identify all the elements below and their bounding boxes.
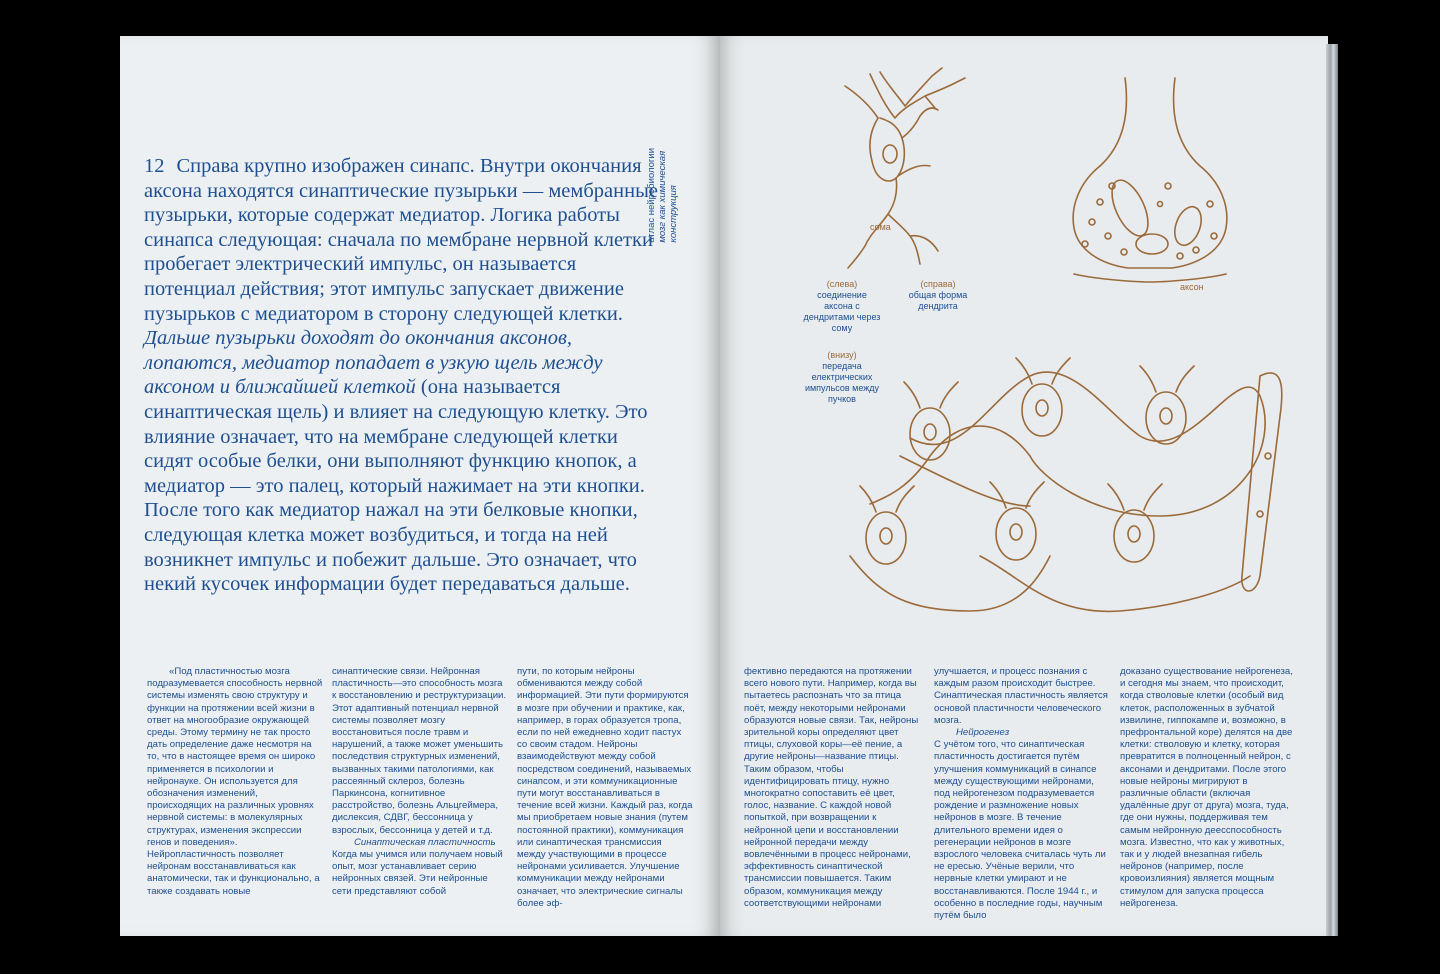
side-note-line1: атлас нейробиологии [646,148,657,243]
label-axon: аксон [1180,282,1204,292]
column-heading: Синаптическая пластичность [354,836,496,848]
column-paragraph: Когда мы учимся или получаем новый опыт, мозг устанавливает серию нейронных связей. Эти нейронные сети представляют собой [332,849,503,897]
caption-right-tag: (справа) [920,279,956,289]
side-note-line3: конструкция [668,185,679,243]
caption-right-text: общая форма дендрита [908,290,968,311]
column-paragraph: «Под пластичностью мозга подразумевается способность нервной системы изменять свою структуру и функции на протяжении всей жизни в ответ на многообразие окружающей среды. Этому термину не так просто дать определение даже несмотря на то, что в настоящее время он широко применяется в психологии и нейронауке. Он используется для обозначения изменений, происходящих на различных уровнях нервной системы: в молекулярных структурах, изменения экспрессии генов и поведения». [147,666,323,848]
side-note-line2: мозг как химическая [657,150,668,243]
caption-left [802,279,882,334]
column-paragraph: синаптические связи. Нейронная пластичность—это способность мозга к восстановлению и реструктуризации. Этот адаптивный потенциал нервной системы позволяет мозгу восстановиться после травм и нарушений, а также может уменьшить последствия структурных изменений, вызванных такими патологиями, как рассеянный склероз, болезнь Паркинсона, когнитивное расстройство, болезнь Альцгеймера, дислексия, СДВГ, бессонница у взрослых, бессонница у детей и т.д. [332,666,507,836]
column-paragraph: улучшается, и процесс познания с каждым разом происходит быстрее. Синаптическая пластичность является основой пластичности человеческого мозга. [934,666,1108,726]
lead-text-italic: Дальше пузырьки доходят до окончания аксонов, лопаются, медиатор попадает в узкую щель между аксоном и ближайшей клеткой [144,327,603,399]
column-paragraph: фективно передаются на протяжении всего нового пути. Например, когда вы пытаетесь распознать что за птица поёт, между некоторыми нейронами образуются новые связи. Так, нейроны зрительной коры определяют цвет птицы, слуховой коры—её пение, а другие нейроны—название птицы. Таким образом, чтобы идентифицировать птицу, нужно многократно сопоставить её цвет, голос, название. С каждой новой попыткой, при возвращении к нейронной цепи и восстановлении нейронной передачи между вовлечёнными в процесс нейронами, эффективность синаптической трансмиссии повышается. Таким образом, коммуникация между соответствующими нейронами [744,666,919,909]
text-column-6 [1120,666,1296,910]
caption-bottom [802,350,882,405]
synapse-drawing [1073,78,1227,282]
label-soma: сома [870,222,891,232]
side-note [646,148,679,243]
right-page [720,36,1328,936]
text-column-1 [147,666,323,898]
caption-left-tag: (слева) [826,279,858,289]
section-number: 12 [144,155,165,177]
lead-text-2: (она называется синаптическая щель) и влияет на следующую клетку. Это влияние означает, что на мембране следующей клетки сидят особые белки, они выполняют функцию кнопок, а медиатор — это палец, который нажимает на эти кнопки. После того как медиатор нажал на эти белковые кнопки, следующая клетка может возбудиться, и тогда на ней возникнет импульс и побежит дальше. Это означает, что некий кусочек информации будет передаваться дальше. [144,376,648,596]
column-paragraph: С учётом того, что синаптическая пластичность достигается путём улучшения коммуникаций в синапсе между существующими нейронами, под нейрогенезом подразумевается рождение и размножение новых нейронов в мозге. В течение длительного времени идея о регенерации нейронов в мозге взрослого человека считалась чуть ли не ересью. Учёные верили, что нервные клетки умирают и не восстанавливаются. После 1944 г., и особенно в последние годы, научным путём было [934,739,1106,922]
column-paragraph: пути, по которым нейроны обмениваются между собой информацией. Эти пути формируются в мозге при обучении и практике, как, например, в горах образуется тропа, если по ней ежедневно ходит пастух со своим стадом. Нейроны взаимодействуют между собой посредством соединений, называемых синапсом, и эти коммуникационные пути могут восстанавливаться в течение всей жизни. Каждый раз, когда мы приобретаем новые знания (путем постоянной практики), коммуникация или синаптическая трансмиссия между участвующими в процессе нейронами усиливается. Улучшение коммуникации между нейронами означает, что электрические сигналы более эф- [517,666,693,909]
column-heading: Нейрогенез [956,727,1010,739]
neuron-drawing [845,68,965,268]
text-column-2 [332,666,508,898]
text-column-3 [517,666,693,910]
neuron-chain-drawing [850,358,1282,611]
caption-right [904,279,972,312]
left-page [120,36,720,936]
text-column-4 [744,666,920,910]
lead-text-1: Справа крупно изображен синапс. Внутри окончания аксона находятся синаптические пузырьки — мембранные пузырьки, которые содержат медиатор. Логика работы синапса следующая: сначала по мембране нервной клетки пробегает электрический импульс, он называется потенциал действия; этот импульс запускает движение пузырьков с медиатором в сторону следующей клетки. [144,155,658,325]
column-paragraph: доказано существование нейрогенеза, и сегодня мы знаем, что происходит, когда стволовые клетки (особый вид клеток, расположенных в зубчатой извилине, гиппокампе и, возможно, в префронтальной коре) делятся на две клетки: стволовую и клетку, которая превратится в полноценный нейрон, с аксонами и дендритами. После этого новые нейроны мигрируют в различные области (включая удалённые друг от друга) мозга, туда, где они нужны, поддерживая тем самым нейронную деесспособность мозга. Известно, что как у животных, так и у людей внезапная гибель нейронов (например, после кровоизлияния) является мощным стимулом для запуска процесса нейрогенеза. [1120,666,1293,909]
text-column-5 [934,666,1110,922]
caption-bottom-tag: (внизу) [827,350,857,360]
lead-paragraph [144,154,664,597]
page-stack-edge [1326,44,1338,936]
caption-left-text: соединение аксона с дендритами через сому [803,290,881,333]
column-paragraph: Нейропластичность позволяет нейронам восстанавливаться как анатомически, так и функционально, а также создавать новые [147,849,320,897]
caption-bottom-text: передача електрических импульсов между пучков [804,361,880,404]
